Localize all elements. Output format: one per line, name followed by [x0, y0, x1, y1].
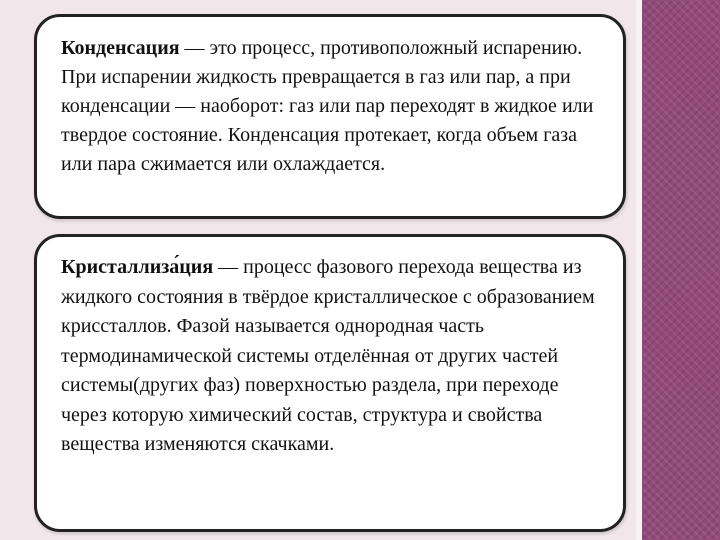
- condensation-definition: — это процесс, противоположный испарению. При испарении жидкость превращается в газ или пар, а при конденсации — наоборот: газ или пар переходят в жидкое или твердое состояние. Конденсация протекает, когда объем газа или пара сжимается или охлаждается.: [61, 37, 594, 175]
- condensation-term: Конденсация: [61, 37, 180, 59]
- condensation-card: [34, 14, 626, 219]
- crystallization-definition: — процесс фазового перехода вещества из жидкого состояния в твёрдое кристаллическое с образованием криссталлов. Фазой называется однородная часть термодинамической системы отделённая от других частей системы(других фаз) поверхностью раздела, при переходе через которую химический состав, структура и свойства вещества изменяются скачками.: [61, 256, 595, 455]
- crystallization-text: [61, 253, 605, 460]
- crystallization-term: Кристаллиза́ция: [61, 256, 214, 278]
- crystallization-card: [34, 234, 626, 532]
- condensation-text: [61, 34, 605, 179]
- decorative-side-stripe: [642, 0, 720, 540]
